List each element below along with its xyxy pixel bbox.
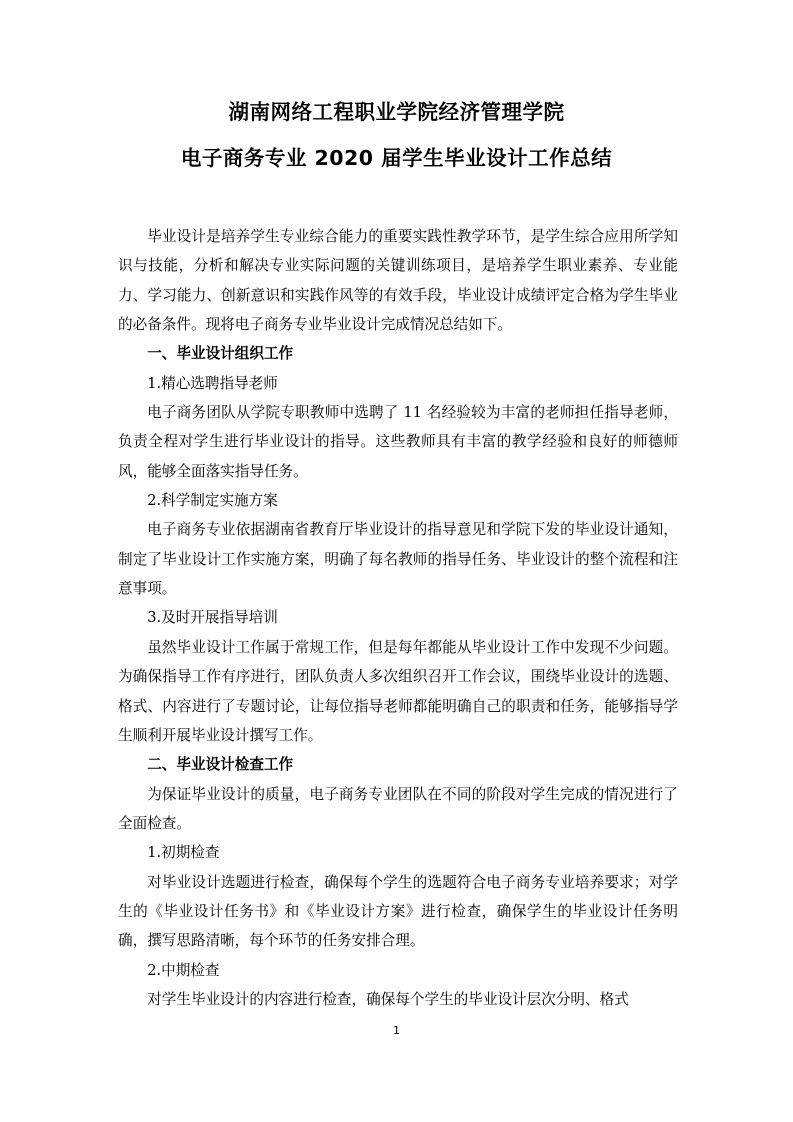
title-report: 电子商务专业 2020 届学生毕业设计工作总结 xyxy=(180,146,613,170)
subheading-initial-check: 1.初期检查 xyxy=(147,844,220,862)
section-heading-inspection: 二、毕业设计检查工作 xyxy=(147,756,294,774)
page-number: 1 xyxy=(393,1024,400,1037)
subheading-implementation-plan: 2.科学制定实施方案 xyxy=(147,492,278,510)
subheading-select-advisors: 1.精心选聘指导老师 xyxy=(147,374,278,392)
document-title xyxy=(0,100,793,170)
paragraph-midterm-check: 对学生毕业设计的内容进行检查，确保每个学生的毕业设计层次分明、格式 xyxy=(147,990,629,1008)
document-body xyxy=(118,222,678,1014)
paragraph-inspection-intro: 为保证毕业设计的质量，电子商务专业团队在不同的阶段对学生完成的情况进行了全面检查。 xyxy=(118,785,678,832)
paragraph-implementation-plan: 电子商务专业依据湖南省教育厅毕业设计的指导意见和学院下发的毕业设计通知，制定了毕业设计工作实施方案，明确了每名教师的指导任务、毕业设计的整个流程和注意事项。 xyxy=(118,521,678,598)
intro-paragraph: 毕业设计是培养学生专业综合能力的重要实践性教学环节，是学生综合应用所学知识与技能，分析和解决专业实际问题的关键训练项目，是培养学生职业素养、专业能力、学习能力、创新意识和实践作风等的有效手段，毕业设计成绩评定合格为学生毕业的必备条件。现将电子商务专业毕业设计完成情况总结如下。 xyxy=(118,228,678,334)
paragraph-training: 虽然毕业设计工作属于常规工作，但是每年都能从毕业设计工作中发现不少问题。为确保指导工作有序进行，团队负责人多次组织召开工作会议，围绕毕业设计的选题、格式、内容进行了专题讨论，让每位指导老师都能明确自己的职责和任务，能够指导学生顺利开展毕业设计撰写工作。 xyxy=(118,638,678,744)
subheading-training: 3.及时开展指导培训 xyxy=(147,609,278,627)
paragraph-initial-check: 对毕业设计选题进行检查，确保每个学生的选题符合电子商务专业培养要求；对学生的《毕业设计任务书》和《毕业设计方案》进行检查，确保学生的毕业设计任务明确，撰写思路清晰，每个环节的任务安排合理。 xyxy=(118,873,678,950)
paragraph-select-advisors: 电子商务团队从学院专职教师中选聘了 11 名经验较为丰富的老师担任指导老师，负责全程对学生进行毕业设计的指导。这些教师具有丰富的教学经验和良好的师德师风，能够全面落实指导任务。 xyxy=(118,404,678,480)
title-institution: 湖南网络工程职业学院经济管理学院 xyxy=(228,100,565,124)
section-heading-organization: 一、毕业设计组织工作 xyxy=(147,345,294,363)
subheading-midterm-check: 2.中期检查 xyxy=(147,961,220,979)
